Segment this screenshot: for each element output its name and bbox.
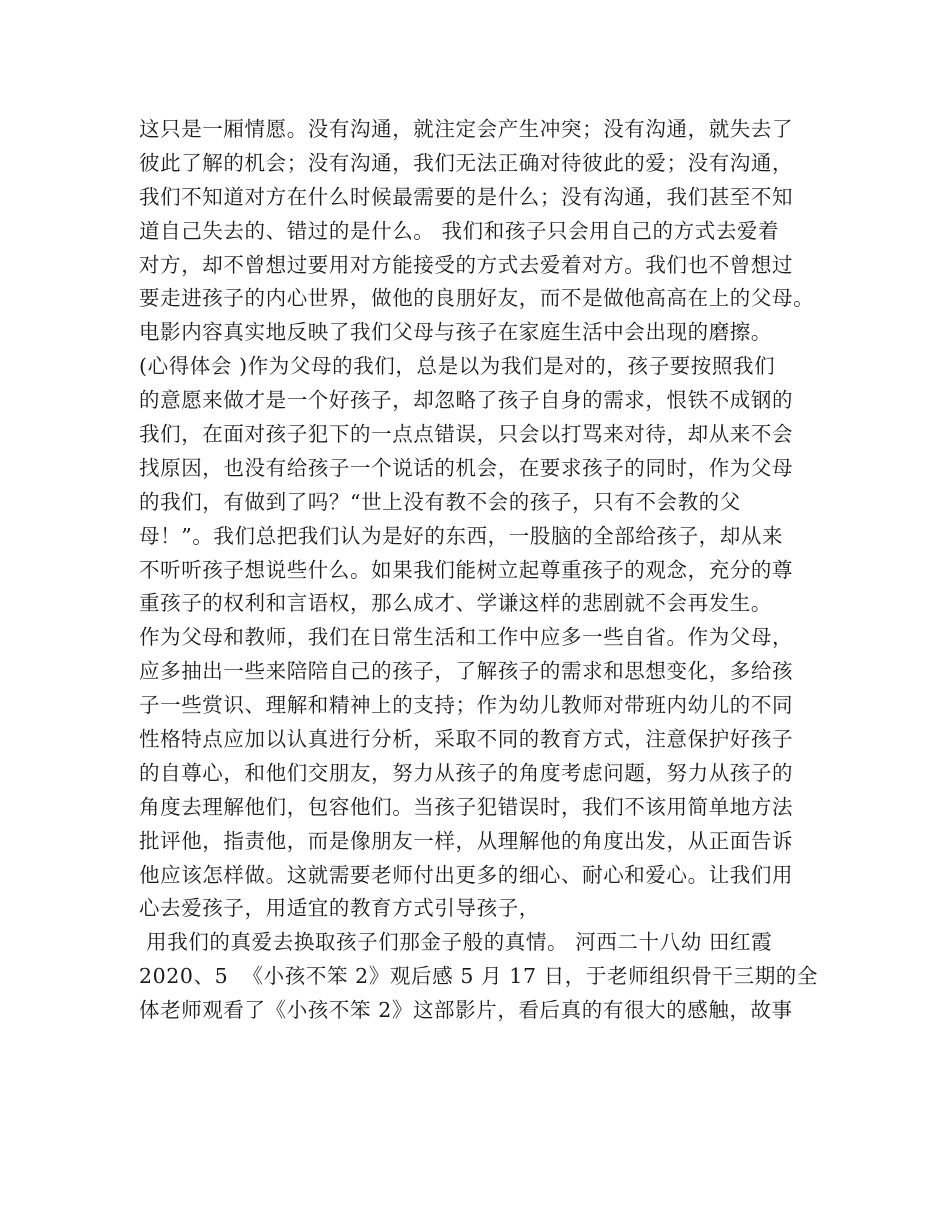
text-line: 我们不知道对方在什么时候最需要的是什么；没有沟通，我们甚至不知	[139, 184, 794, 209]
text-line: 我们，在面对孩子犯下的一点点错误，只会以打骂来对待，却从来不会	[139, 422, 794, 447]
text-line: 母！”。我们总把我们认为是好的东西，一股脑的全部给孩子，却从来	[139, 523, 784, 548]
text-line: 用我们的真爱去换取孩子们那金子般的真情。 河西二十八幼 田红霞	[139, 930, 773, 955]
text-line: 2020、5 《小孩不笨 2》观后感 5 月 17 日，于老师组织骨干三期的全	[139, 964, 818, 989]
text-line: 的我们，有做到了吗？“世上没有教不会的孩子，只有不会教的父	[139, 489, 741, 514]
text-line: 子一些赏识、理解和精神上的支持；作为幼儿教师对带班内幼儿的不同	[139, 693, 794, 718]
text-line: 不听听孩子想说些什么。如果我们能树立起尊重孩子的观念，充分的尊	[139, 557, 794, 582]
text-line: 角度去理解他们，包容他们。当孩子犯错误时，我们不该用简单地方法	[139, 794, 794, 819]
text-line: 性格特点应加以认真进行分析，采取不同的教育方式，注意保护好孩子	[139, 727, 794, 752]
text-line: 这只是一厢情愿。没有沟通，就注定会产生冲突；没有沟通，就失去了	[139, 117, 794, 141]
text-line: 重孩子的权利和言语权，那么成才、学谦这样的悲剧就不会再发生。	[139, 591, 772, 616]
body-text	[139, 113, 839, 1028]
text-line: 的意愿来做才是一个好孩子，却忽略了孩子自身的需求，恨铁不成钢的	[139, 388, 794, 413]
text-line: 道自己失去的、错过的是什么。 我们和孩子只会用自己的方式去爱着	[139, 218, 780, 243]
text-line: 电影内容真实地反映了我们父母与孩子在家庭生活中会出现的磨擦。	[139, 320, 772, 345]
text-line: 批评他，指责他，而是像朋友一样，从理解他的角度出发，从正面告诉	[139, 828, 794, 853]
text-line: 应多抽出一些来陪陪自己的孩子，了解孩子的需求和思想变化，多给孩	[139, 659, 794, 684]
text-line: 找原因，也没有给孩子一个说话的机会，在要求孩子的同时，作为父母	[139, 455, 794, 480]
text-line: 彼此了解的机会；没有沟通，我们无法正确对待彼此的爱；没有沟通，	[139, 150, 794, 175]
text-line: 作为父母和教师，我们在日常生活和工作中应多一些自省。作为父母，	[139, 625, 794, 650]
text-line: 的自尊心，和他们交朋友，努力从孩子的角度考虑问题，努力从孩子的	[139, 760, 794, 785]
text-line: 体老师观看了《小孩不笨 2》这部影片，看后真的有很大的感触，故事	[139, 998, 793, 1023]
text-line: 他应该怎样做。这就需要老师付出更多的细心、耐心和爱心。让我们用	[139, 862, 794, 887]
text-line: 要走进孩子的内心世界，做他的良朋好友，而不是做他高高在上的父母。	[139, 286, 815, 311]
text-line: 心去爱孩子，用适宜的教育方式引导孩子，	[139, 896, 540, 921]
text-line: (心得体会 )作为父母的我们，总是以为我们是对的，孩子要按照我们	[139, 354, 776, 379]
text-line: 对方，却不曾想过要用对方能接受的方式去爱着对方。我们也不曾想过	[139, 252, 794, 277]
